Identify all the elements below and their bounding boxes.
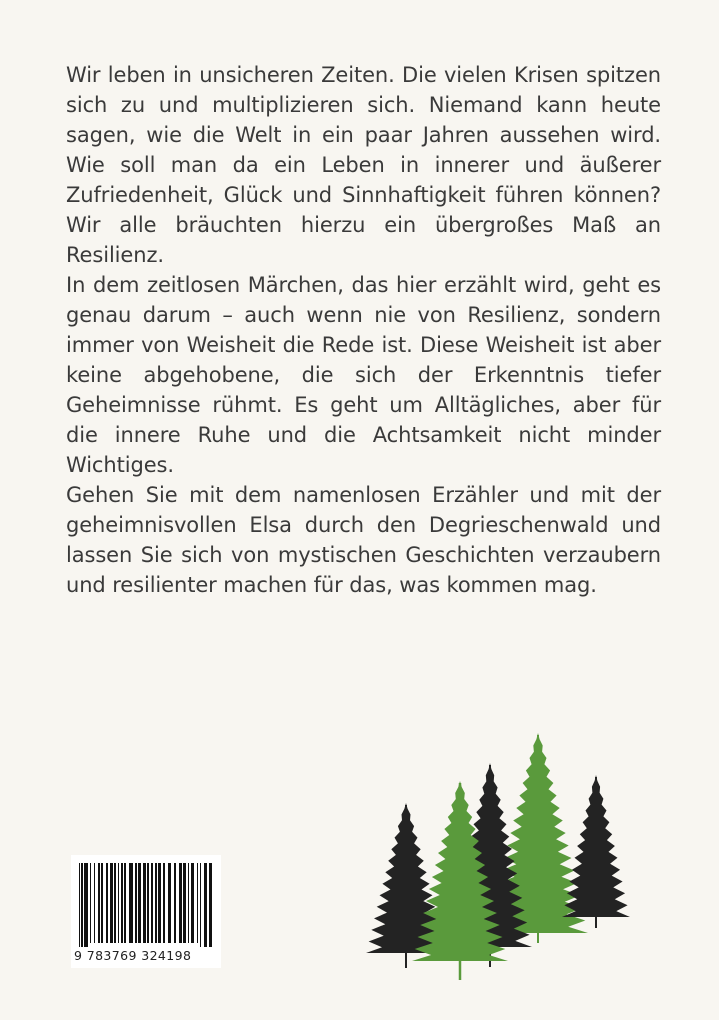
barcode-bar [94, 863, 95, 943]
barcode-bar [191, 863, 194, 943]
barcode-bar [121, 863, 123, 943]
barcode-bar [84, 863, 88, 947]
blurb-paragraph-2: In dem zeitlosen Märchen, das hier erzählt wird, geht es genau darum – auch wenn nie von Resilienz, sondern immer von Weisheit die Rede ist. Diese Weisheit ist aber keine abgehobene, die sich der Erkenntnis tiefer Geheimnisse rühmt. Es geht um Alltägliches, aber für die innere Ruhe und die Achtsamkeit nicht minder Wichtiges. [66, 273, 661, 477]
barcode-bar [90, 863, 91, 943]
blurb-paragraph-1: Wir leben in unsicheren Zeiten. Die vielen Krisen spitzen sich zu und multiplizieren sich. Niemand kann heute sagen, wie die Welt in ein paar Jahren aussehen wird. Wie soll man da ein Leben in innerer und äußerer Zufriedenheit, Glück und Sinnhaftigkeit führen können? Wir alle bräuchten hierzu ein übergroßes Maß an Resilienz. [66, 63, 661, 267]
barcode-bar [106, 863, 108, 943]
barcode-bar [158, 863, 161, 943]
barcode-bar [151, 863, 153, 943]
barcode-bar [129, 863, 133, 943]
barcode-bar [124, 863, 126, 943]
barcode-bar [143, 863, 146, 943]
barcode-bar [110, 863, 113, 943]
barcode-bar [101, 863, 103, 943]
barcode-bar [138, 863, 141, 943]
barcode-bar [135, 863, 137, 943]
barcode-bar [155, 863, 157, 943]
barcode-bar [98, 863, 100, 943]
barcode-bar [183, 863, 186, 943]
barcode-bar [168, 863, 171, 943]
barcode-bar [197, 863, 198, 943]
barcode-bar [81, 863, 83, 947]
barcode-bar [147, 863, 149, 943]
barcode-bar [163, 863, 165, 943]
blurb-paragraph-3: Gehen Sie mit dem namenlosen Erzähler und mit der geheimnisvollen Elsa durch den Degrieschenwald und lassen Sie sich von mystischen Geschichten verzaubern und resilienter machen für das, was kommen mag. [66, 483, 661, 597]
fir-trees-icon [360, 725, 640, 985]
barcode-bar [204, 863, 207, 947]
barcode-bar [118, 863, 119, 943]
barcode-bar [114, 863, 116, 943]
barcode-bar [200, 863, 201, 947]
barcode-bar [79, 863, 80, 947]
barcode-bar [179, 863, 182, 943]
isbn-barcode [71, 855, 221, 968]
barcode-bar [174, 863, 176, 943]
back-cover-blurb [66, 60, 661, 600]
isbn-number: 9 783769 324198 [74, 948, 192, 963]
barcode-bars [77, 863, 215, 947]
barcode-bar [188, 863, 189, 943]
tree-dark-right [562, 775, 630, 928]
barcode-bar [209, 863, 212, 947]
